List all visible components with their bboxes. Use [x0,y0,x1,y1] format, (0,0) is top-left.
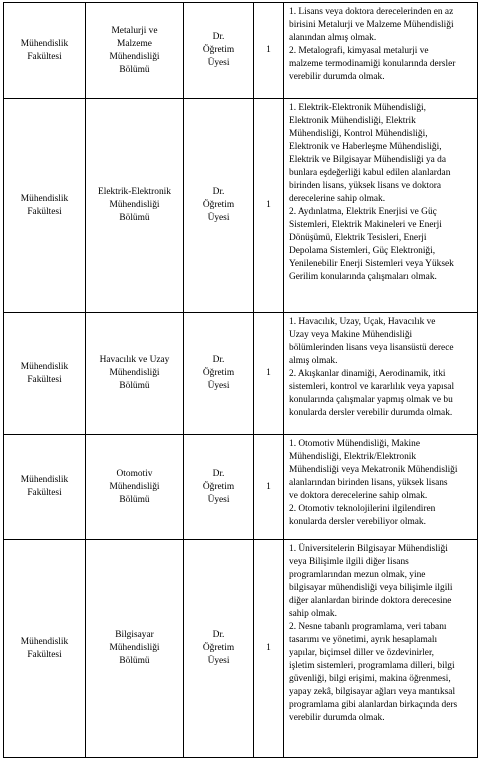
faculty-line: Mühendislik [20,38,69,49]
title-line: Dr. [212,630,225,640]
criteria-line: 2. Otomotiv teknolojilerini ilgilendiren [289,504,436,514]
faculty-cell [4,3,86,99]
criteria-line: Mühendisliği veya Mekatronik Mühendisliği [289,465,458,475]
faculty-cell [4,99,86,313]
table-row [4,3,478,99]
department-line: Bölümü [119,64,150,75]
title-line: Öğretim [202,200,235,210]
faculty-cell [4,435,86,540]
title-line: Öğretim [202,368,235,378]
criteria-line: 2. Metalografi, kimyasal metalurji ve [289,46,429,56]
title-line: Üyesi [207,494,230,505]
criteria-line: Mühendisliği, Kontrol Mühendisliği, [289,129,428,139]
table-row [4,540,478,758]
department-line: Mühendisliği [109,51,160,62]
criteria-cell [284,540,478,758]
criteria-line: alanından almış olmak. [289,33,377,43]
criteria-line: yapay zekâ, bilgisayar ağları veya mantıksal [289,687,456,697]
count-cell: 1 [254,313,284,435]
criteria-line: programlarından mezun olmak, yine [289,570,426,580]
criteria-line: verebilir durumda olmak. [289,713,385,723]
criteria-line: diğer alanlardan birinde doktora derecesine [289,596,452,606]
department-line: Havacılık ve Uzay [99,355,170,365]
criteria-line: Sistemleri, Elektrik Makineleri ve Enerji [289,220,442,230]
title-line: Üyesi [207,656,230,666]
criteria-line: Mühendisliği, Elektrik/Elektronik [289,452,417,462]
department-line: Bilgisayar [115,630,154,640]
department-line: Mühendisliği [109,643,160,653]
criteria-line: malzeme termodinamiği konularında dersler [289,59,456,69]
department-line: Mühendisliği [109,200,160,210]
criteria-line: Elektrik ve Bilgisayar Mühendisliği ya da [289,155,446,165]
title-cell [184,313,254,435]
criteria-line: birisini Metalurji ve Malzeme Mühendisliği [289,20,454,30]
department-cell [86,3,184,99]
faculty-line: Mühendislik [20,636,69,647]
criteria-line: derecelerine sahip olmak. [289,194,386,204]
criteria-line: 1. Üniversitelerin Bilgisayar Mühendisliği [289,544,448,554]
criteria-cell [284,3,478,99]
criteria-line: 1. Havacılık, Uzay, Uçak, Havacılık ve [289,317,436,327]
criteria-line: güvenliği, bilgi erişimi, makina öğrenmesi, [289,674,451,684]
criteria-line: sahip olmak. [289,609,337,619]
criteria-cell [284,435,478,540]
faculty-line: Mühendislik [20,361,69,372]
title-cell [184,99,254,313]
department-cell [86,99,184,313]
criteria-line: konularda dersler verebilir durumda olmak. [289,408,453,418]
department-line: Bölümü [119,656,150,666]
count-cell: 1 [254,540,284,758]
criteria-line: Elektronik ve Haberleşme Mühendisliği, [289,142,442,152]
title-line: Dr. [212,32,225,42]
positions-table [3,2,478,758]
title-line: Dr. [212,187,225,197]
department-line: Mühendisliği [109,481,160,492]
department-line: Malzeme [117,38,152,49]
department-cell [86,540,184,758]
faculty-line: Fakültesi [27,649,62,660]
criteria-line: konularda dersler verebiliyor olmak. [289,517,426,527]
department-line: Metalurji ve [111,25,158,36]
criteria-line: işletim sistemleri, programlama dilleri, bilgi [289,661,455,671]
table-row [4,313,478,435]
criteria-line: programlama gibi alanlardan birkaçında ders [289,700,458,710]
criteria-cell [284,313,478,435]
faculty-line: Mühendislik [20,193,69,204]
criteria-line: Elektronik Mühendisliği, Elektrik [289,116,416,126]
criteria-line: 2. Aydınlatma, Elektrik Enerjisi ve Güç [289,207,437,217]
criteria-line: alanlarından birinden lisans, yüksek lisans [289,478,448,488]
count-cell: 1 [254,435,284,540]
department-cell [86,313,184,435]
count-cell: 1 [254,3,284,99]
faculty-line: Mühendislik [20,475,69,485]
table-row [4,99,478,313]
department-line: Mühendisliği [109,368,160,378]
criteria-cell [284,99,478,313]
criteria-line: bunlara eşdeğerliği kabul edilen alanlardan [289,168,451,178]
criteria-line: verebilir durumda olmak. [289,72,385,82]
department-line: Bölümü [119,381,150,391]
criteria-line: Yenilenebilir Enerji Sistemleri veya Yüksek [289,259,454,269]
department-line: Bölümü [119,494,150,505]
title-cell [184,540,254,758]
department-line: Otomotiv [116,468,153,479]
faculty-line: Fakültesi [27,488,62,498]
department-cell [86,435,184,540]
faculty-line: Fakültesi [27,206,62,217]
department-line: Elektrik-Elektronik [98,187,171,197]
criteria-line: 2. Akışkanlar dinamiği, Aerodinamik, itki [289,369,446,379]
title-line: Öğretim [202,45,235,55]
faculty-line: Fakültesi [27,374,62,385]
title-line: Öğretim [202,643,235,653]
criteria-line: ve doktora derecelerine sahip olmak. [289,491,428,501]
criteria-line: 2. Nesne tabanlı programlama, veri tabanı [289,622,447,632]
criteria-line: yapılar, biçimsel diller ve özdevinirler, [289,648,435,658]
department-line: Bölümü [119,213,150,223]
criteria-line: bölümlerinden lisans veya lisansüstü derece [289,343,454,353]
criteria-line: konularında çalışmalar yapmış olmak ve bu [289,395,453,405]
criteria-line: Depolama Sistemleri, Güç Elektroniği, [289,246,436,256]
title-line: Üyesi [207,381,230,391]
criteria-line: veya Bilişimle ilgili diğer lisans [289,557,409,567]
table-body [4,3,478,758]
title-line: Dr. [212,355,225,365]
criteria-line: almış olmak. [289,356,338,366]
criteria-line: 1. Elektrik-Elektronik Mühendisliği, [289,103,426,113]
title-line: Öğretim [202,481,235,492]
table-row [4,435,478,540]
criteria-line: tasarımı ve yönetimi, ayrık hesaplamalı [289,635,438,645]
criteria-line: Gerilim konularında çalışmaları olmak. [289,272,437,282]
title-cell [184,3,254,99]
criteria-line: bilgisayar mühendisliği veya bilişimle ilgili [289,583,453,593]
criteria-line: 1. Lisans veya doktora derecelerinden en az [289,7,454,17]
criteria-line: birinden lisans, yüksek lisans ve doktora [289,181,442,191]
title-line: Dr. [212,468,225,479]
criteria-line: Dönüşümü, Elektrik Tesisleri, Enerji [289,233,427,243]
faculty-line: Fakültesi [27,51,62,62]
criteria-line: Uzay veya Makine Mühendisliği [289,330,413,340]
title-cell [184,435,254,540]
title-line: Üyesi [207,213,230,223]
faculty-cell [4,540,86,758]
criteria-line: 1. Otomotiv Mühendisliği, Makine [289,439,420,449]
criteria-line: sistemleri, kontrol ve kararlılık veya yapısal [289,382,455,392]
title-line: Üyesi [207,58,230,68]
count-cell: 1 [254,99,284,313]
faculty-cell [4,313,86,435]
